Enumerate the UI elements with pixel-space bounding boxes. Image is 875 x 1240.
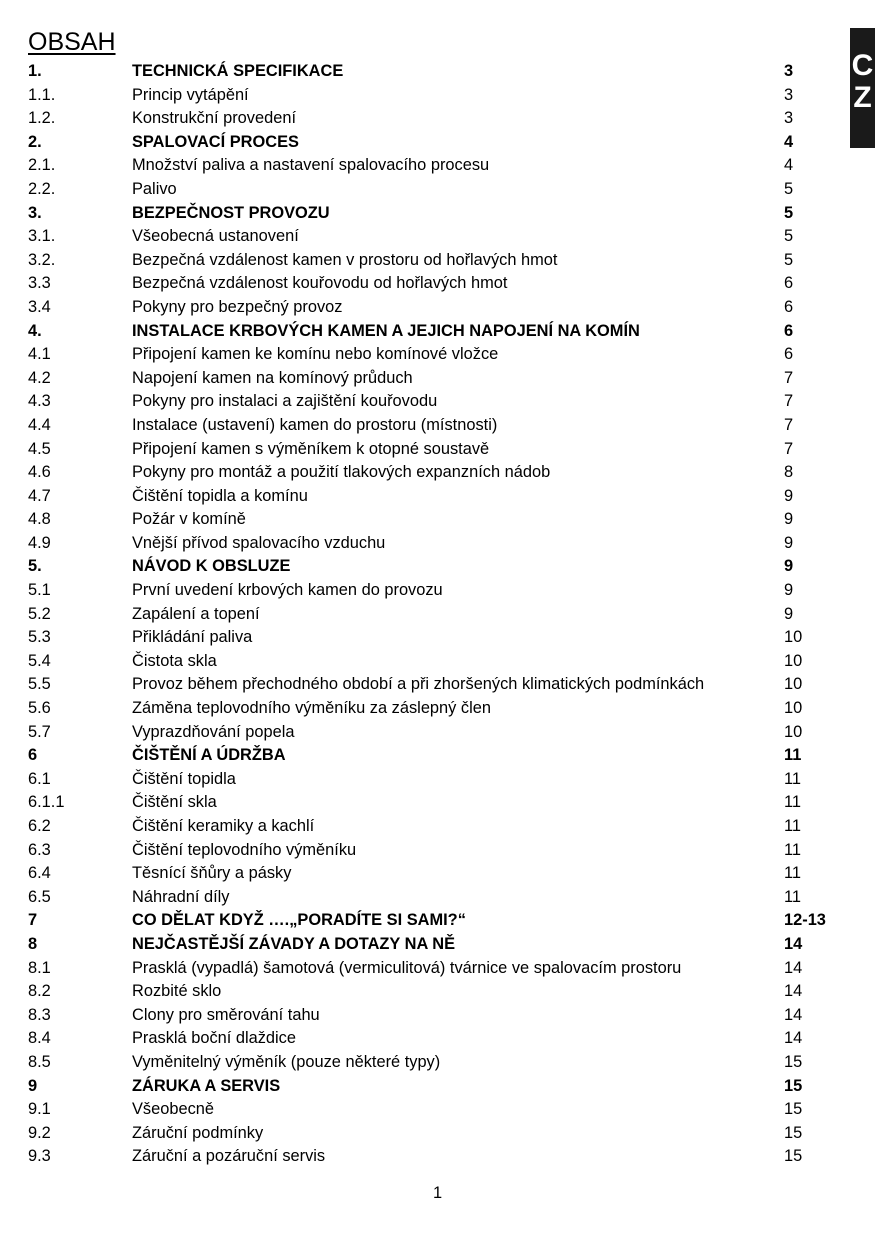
toc-entry — [28, 768, 848, 792]
toc-entry-label: ZÁRUKA A SERVIS — [132, 1076, 281, 1095]
toc-entry-number: 4.3 — [28, 392, 51, 411]
toc-entry — [28, 744, 848, 768]
toc-entry-page: 14 — [784, 1029, 803, 1048]
toc-entry-number: 5.2 — [28, 604, 51, 623]
toc-entry-label: NEJČASTĚJŠÍ ZÁVADY A DOTAZY NA NĚ — [132, 934, 455, 953]
toc-entry-page: 15 — [784, 1052, 803, 1071]
toc-entry-label: Připojení kamen ke komínu nebo komínové vložce — [132, 345, 499, 364]
toc-entry-page: 3 — [784, 62, 794, 80]
toc-entry-number: 9.1 — [28, 1100, 51, 1119]
toc-entry-label: CO DĚLAT KDYŽ ….„PORADÍTE SI SAMI?“ — [132, 911, 466, 930]
toc-entry-number: 5.1 — [28, 581, 51, 600]
toc-entry — [28, 154, 848, 178]
toc-entry — [28, 555, 848, 579]
toc-entry — [28, 320, 848, 344]
toc-entry-number: 9.2 — [28, 1123, 51, 1142]
toc-entry-number: 4.9 — [28, 533, 51, 552]
toc-entry-number: 4.8 — [28, 510, 51, 529]
toc-entry-number: 4.6 — [28, 463, 51, 482]
toc-entry-page: 15 — [784, 1100, 803, 1119]
toc-entry-label: Provoz během přechodného období a při zhoršených klimatických podmínkách — [132, 675, 705, 694]
toc-entry-page: 15 — [784, 1076, 803, 1095]
toc-entry-number: 8.4 — [28, 1029, 51, 1048]
toc-entry-page: 8 — [784, 463, 794, 482]
toc-entry-label: SPALOVACÍ PROCES — [132, 132, 299, 151]
toc-entry-page: 5 — [784, 227, 794, 246]
toc-entry-page: 6 — [784, 297, 794, 316]
toc-entry-number: 3.1. — [28, 227, 56, 246]
toc-entry-page: 3 — [784, 109, 794, 128]
toc-entry-page: 10 — [784, 628, 803, 647]
toc-entry — [28, 933, 848, 957]
toc-entry-number: 6 — [28, 746, 38, 765]
toc-entry-label: Čištění skla — [132, 793, 217, 812]
toc-entry-number: 3.2. — [28, 250, 56, 269]
toc-entry — [28, 107, 848, 131]
toc-entry-page: 9 — [784, 557, 794, 576]
toc-entry — [28, 1122, 848, 1146]
toc-entry — [28, 508, 848, 532]
toc-entry — [28, 909, 848, 933]
toc-entry-number: 6.4 — [28, 864, 51, 883]
toc-entry-number: 5.4 — [28, 651, 51, 670]
toc-entry-number: 8.5 — [28, 1052, 51, 1071]
toc-entry-number: 1.2. — [28, 109, 56, 128]
table-of-contents — [28, 60, 848, 1169]
toc-entry — [28, 532, 848, 556]
toc-entry-number: 4.2 — [28, 368, 51, 387]
toc-entry — [28, 579, 848, 603]
toc-entry-number: 7 — [28, 911, 38, 930]
language-tab-letter: C — [851, 49, 874, 82]
toc-entry — [28, 414, 848, 438]
toc-entry — [28, 839, 848, 863]
toc-entry — [28, 296, 848, 320]
toc-entry-label: Vnější přívod spalovacího vzduchu — [132, 533, 386, 552]
toc-entry-label: INSTALACE KRBOVÝCH KAMEN A JEJICH NAPOJENÍ NA KOMÍN — [132, 321, 640, 340]
toc-entry-label: První uvedení krbových kamen do provozu — [132, 581, 443, 600]
toc-entry-number: 5. — [28, 557, 42, 576]
toc-entry-label: Čištění teplovodního výměníku — [132, 840, 357, 859]
toc-entry-number: 6.2 — [28, 817, 51, 835]
toc-entry-page: 9 — [784, 581, 794, 600]
toc-entry-number: 4.7 — [28, 486, 51, 505]
toc-entry-label: Náhradní díly — [132, 887, 230, 906]
toc-entry-number: 4. — [28, 321, 42, 340]
toc-entry-label: Pokyny pro bezpečný provoz — [132, 297, 343, 316]
toc-entry-number: 1. — [28, 62, 42, 80]
toc-entry-label: Bezpečná vzdálenost kamen v prostoru od hořlavých hmot — [132, 250, 558, 269]
toc-entry-page: 5 — [784, 179, 794, 198]
toc-entry-page: 4 — [784, 156, 794, 175]
language-tab-letter: Z — [853, 81, 872, 114]
language-tab — [850, 28, 875, 148]
toc-entry-label: Pokyny pro montáž a použití tlakových expanzních nádob — [132, 463, 551, 482]
toc-entry — [28, 1145, 848, 1169]
toc-entry — [28, 131, 848, 155]
toc-entry-number: 5.6 — [28, 699, 51, 718]
toc-entry — [28, 626, 848, 650]
toc-entry-number: 5.5 — [28, 675, 51, 694]
toc-entry-page: 11 — [784, 864, 802, 883]
toc-entry — [28, 438, 848, 462]
page-number: 1 — [432, 1184, 443, 1202]
toc-entry — [28, 178, 848, 202]
toc-entry-page: 6 — [784, 345, 794, 364]
toc-entry-label: Vyprazdňování popela — [132, 722, 295, 741]
toc-entry — [28, 721, 848, 745]
toc-entry-number: 4.4 — [28, 415, 51, 434]
toc-entry-page: 6 — [784, 321, 794, 340]
toc-entry — [28, 461, 848, 485]
toc-entry-number: 1.1. — [28, 85, 56, 104]
toc-entry-label: Všeobecně — [132, 1100, 215, 1119]
toc-entry-page: 7 — [784, 415, 794, 434]
toc-entry-number: 3.3 — [28, 274, 51, 293]
toc-entry-number: 2.2. — [28, 179, 56, 198]
toc-entry-number: 6.5 — [28, 887, 51, 906]
toc-entry-page: 9 — [784, 486, 794, 505]
toc-entry-label: Čistota skla — [132, 651, 217, 670]
toc-entry-number: 5.7 — [28, 722, 51, 741]
toc-entry-page: 14 — [784, 982, 803, 1001]
toc-entry-label: Připojení kamen s výměníkem k otopné soustavě — [132, 439, 490, 458]
toc-entry-label: Princip vytápění — [132, 85, 249, 104]
toc-entry — [28, 886, 848, 910]
toc-entry — [28, 272, 848, 296]
toc-entry-label: Všeobecná ustanovení — [132, 227, 299, 246]
toc-entry-label: Instalace (ustavení) kamen do prostoru (místnosti) — [132, 415, 498, 434]
toc-entry-page: 11 — [784, 769, 802, 788]
toc-entry-page: 15 — [784, 1123, 803, 1142]
toc-entry-page: 3 — [784, 85, 794, 104]
toc-entry-page: 14 — [784, 1005, 803, 1024]
toc-entry-label: Čištění topidla — [132, 769, 236, 788]
toc-entry — [28, 225, 848, 249]
toc-entry-number: 9.3 — [28, 1147, 51, 1166]
toc-entry-label: ČIŠTĚNÍ A ÚDRŽBA — [132, 746, 286, 765]
toc-entry-label: Množství paliva a nastavení spalovacího procesu — [132, 156, 490, 175]
toc-entry-page: 7 — [784, 368, 794, 387]
toc-entry-page: 14 — [784, 934, 803, 953]
toc-entry — [28, 1027, 848, 1051]
toc-entry-number: 8 — [28, 934, 38, 953]
toc-entry-number: 2. — [28, 132, 42, 151]
toc-entry-label: Bezpečná vzdálenost kouřovodu od hořlavých hmot — [132, 274, 508, 293]
toc-entry-page: 10 — [784, 651, 803, 670]
toc-entry-number: 5.3 — [28, 628, 51, 647]
toc-entry-label: TECHNICKÁ SPECIFIKACE — [132, 62, 344, 80]
toc-entry-label: NÁVOD K OBSLUZE — [132, 557, 291, 576]
toc-entry — [28, 791, 848, 815]
toc-entry-page: 7 — [784, 392, 794, 411]
toc-entry — [28, 1004, 848, 1028]
toc-entry-label: Záruční podmínky — [132, 1123, 264, 1142]
toc-entry-number: 9 — [28, 1076, 38, 1095]
toc-entry-number: 2.1. — [28, 156, 56, 175]
toc-entry-page: 14 — [784, 958, 803, 977]
toc-entry — [28, 815, 848, 839]
toc-entry-label: Záruční a pozáruční servis — [132, 1147, 326, 1166]
toc-entry-label: Záměna teplovodního výměníku za záslepný člen — [132, 699, 491, 718]
toc-entry-page: 11 — [784, 746, 802, 765]
toc-entry-label: Čištění keramiky a kachlí — [132, 817, 315, 835]
toc-entry-label: Palivo — [132, 179, 177, 198]
toc-entry-number: 6.1.1 — [28, 793, 65, 812]
page-title: OBSAH — [28, 28, 116, 56]
toc-entry-label: Čištění topidla a komínu — [132, 486, 308, 505]
toc-entry-number: 3.4 — [28, 297, 51, 316]
toc-entry-page: 7 — [784, 439, 794, 458]
toc-entry-number: 4.1 — [28, 345, 51, 364]
toc-entry-page: 15 — [784, 1147, 803, 1166]
toc-entry-label: Zapálení a topení — [132, 604, 260, 623]
toc-entry-label: Pokyny pro instalaci a zajištění kouřovodu — [132, 392, 438, 411]
toc-entry-label: Konstrukční provedení — [132, 109, 297, 128]
toc-entry — [28, 367, 848, 391]
toc-entry-page: 4 — [784, 132, 794, 151]
toc-entry — [28, 697, 848, 721]
toc-entry — [28, 1051, 848, 1075]
toc-entry-number: 4.5 — [28, 439, 51, 458]
toc-entry-number: 8.3 — [28, 1005, 51, 1024]
toc-entry-page: 9 — [784, 510, 794, 529]
toc-entry-label: Prasklá (vypadlá) šamotová (vermiculitová) tvárnice ve spalovacím prostoru — [132, 958, 682, 977]
toc-entry — [28, 957, 848, 981]
toc-entry — [28, 84, 848, 108]
toc-entry-number: 8.2 — [28, 982, 51, 1001]
toc-entry-number: 6.1 — [28, 769, 51, 788]
toc-entry-page: 11 — [784, 793, 802, 812]
toc-entry — [28, 673, 848, 697]
toc-entry-label: Požár v komíně — [132, 510, 246, 529]
toc-entry-label: Přikládání paliva — [132, 628, 253, 647]
toc-entry-label: BEZPEČNOST PROVOZU — [132, 203, 330, 222]
toc-entry-number: 3. — [28, 203, 42, 222]
toc-entry — [28, 980, 848, 1004]
toc-entry — [28, 202, 848, 226]
toc-entry-label: Vyměnitelný výměník (pouze některé typy) — [132, 1052, 441, 1071]
toc-entry-label: Rozbité sklo — [132, 982, 222, 1001]
toc-entry-page: 11 — [784, 887, 802, 906]
toc-entry-page: 12-13 — [784, 911, 826, 930]
toc-entry-page: 10 — [784, 722, 803, 741]
toc-entry-label: Těsnící šňůry a pásky — [132, 864, 292, 883]
toc-entry-page: 9 — [784, 533, 794, 552]
toc-entry — [28, 390, 848, 414]
toc-entry-page: 6 — [784, 274, 794, 293]
toc-entry — [28, 485, 848, 509]
toc-entry-page: 10 — [784, 699, 803, 718]
toc-entry-page: 9 — [784, 604, 794, 623]
toc-entry — [28, 343, 848, 367]
toc-entry — [28, 60, 848, 84]
toc-entry-page: 11 — [784, 840, 802, 859]
toc-entry-label: Clony pro směrování tahu — [132, 1005, 320, 1024]
toc-entry-number: 8.1 — [28, 958, 51, 977]
toc-entry-number: 6.3 — [28, 840, 51, 859]
toc-entry-page: 11 — [784, 817, 802, 835]
toc-entry — [28, 650, 848, 674]
toc-entry — [28, 862, 848, 886]
toc-entry — [28, 1098, 848, 1122]
toc-entry-page: 5 — [784, 250, 794, 269]
toc-entry — [28, 249, 848, 273]
toc-entry — [28, 1075, 848, 1099]
toc-entry-label: Prasklá boční dlaždice — [132, 1029, 296, 1048]
toc-entry-page: 10 — [784, 675, 803, 694]
toc-entry-page: 5 — [784, 203, 794, 222]
toc-entry — [28, 603, 848, 627]
toc-entry-label: Napojení kamen na komínový průduch — [132, 368, 413, 387]
